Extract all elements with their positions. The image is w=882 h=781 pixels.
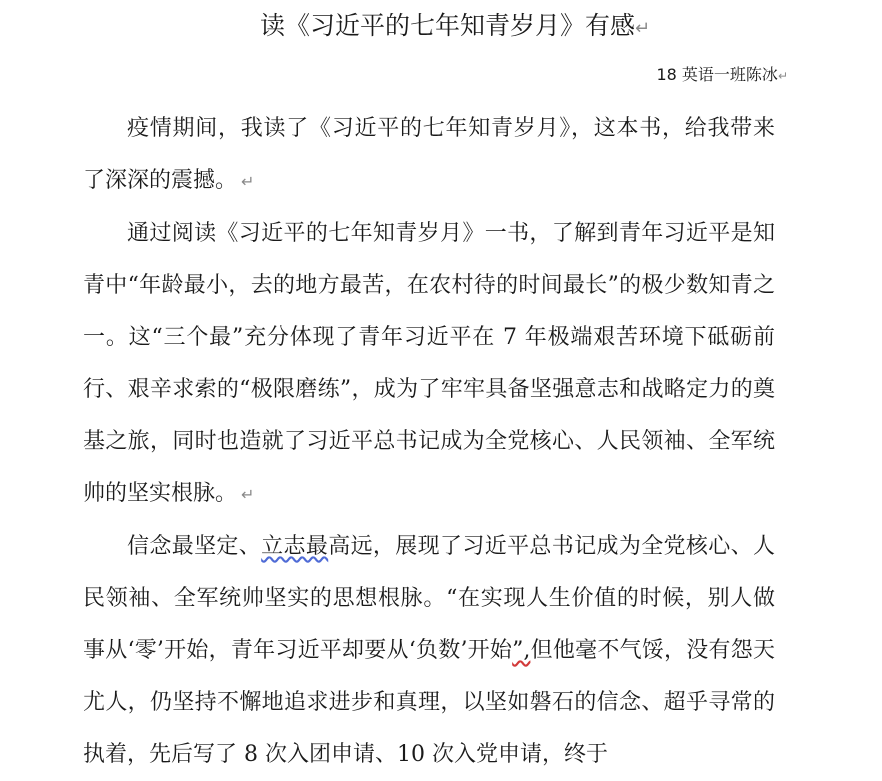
paragraph-mark-icon: ↵: [241, 172, 255, 191]
paragraph-2: [83, 208, 775, 521]
paragraph-1-text: 疫情期间，我读了《习近平的七年知青岁月》，这本书，给我带来了深深的震撼。: [83, 116, 775, 193]
paragraph-3: [83, 521, 775, 781]
author-text: 18 英语一班陈冰: [656, 65, 778, 84]
spelling-flag[interactable]: ”,: [512, 638, 531, 663]
grammar-flag[interactable]: 立志最: [261, 534, 329, 559]
paragraph-3-text-c: 但他毫不气馁，没有怨天尤人，仍坚持不懈地追求进步和真理，以坚如磐石的信念、超乎寻常的执着，先后写了 8 次入团申请、10 次入党申请，终于: [83, 638, 775, 767]
paragraph-mark-icon: ↵: [777, 69, 788, 83]
document-title: [0, 6, 882, 49]
author-line: [656, 62, 788, 89]
paragraph-1: [83, 103, 775, 208]
paragraph-3-text-a: 信念最坚定、: [127, 534, 262, 559]
paragraph-mark-icon: ↵: [241, 485, 255, 504]
paragraph-2-text: 通过阅读《习近平的七年知青岁月》一书，了解到青年习近平是知青中“年龄最小，去的地方最苦，在农村待的时间最长”的极少数知青之一。这“三个最”充分体现了青年习近平在 7 年极端艰苦环境下砥砺前行、艰辛求索的“极限磨练”，成为了牢牢具备坚强意志和战略定力的奠基之旅，同时也造就了习近平总书记成为全党核心、人民领袖、全军统帅的坚实根脉。: [83, 221, 775, 506]
paragraph-mark-icon: ↵: [634, 18, 651, 39]
paragraph-3-text-b: 高远，展现了习近平总书记成为全党核心、人民领袖、全军统帅坚实的思想根脉。“在实现人生价值的时候，别人做事从‘零’开始，青年习近平却要从‘负数’开始: [83, 534, 775, 663]
document-body[interactable]: [83, 103, 775, 781]
title-text: 读《习近平的七年知青岁月》有感: [259, 11, 635, 40]
